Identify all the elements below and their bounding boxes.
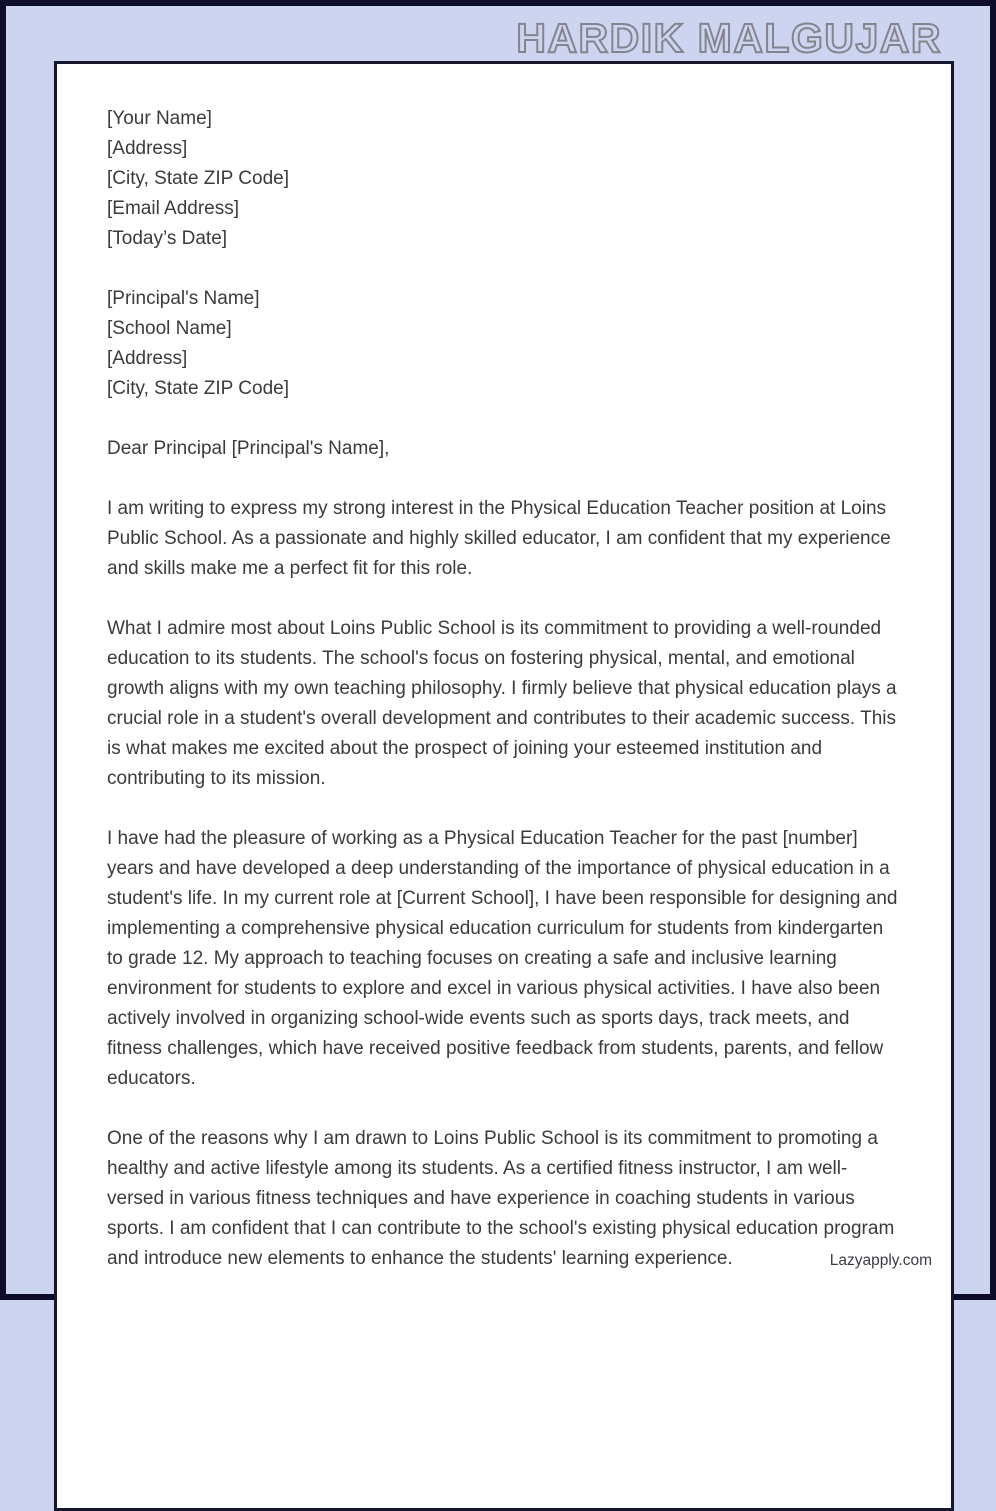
sender-email-line: [Email Address] — [107, 198, 239, 219]
recipient-address-block — [107, 284, 901, 404]
letter-paragraph-intro: I am writing to express my strong interest in the Physical Education Teacher position at Loins Public School. As a passionate and highly skilled educator, I am confident that my experience and skills make me a perfect fit for this role. — [107, 498, 891, 579]
sender-city-line: [City, State ZIP Code] — [107, 168, 289, 189]
sender-address-line: [Address] — [107, 138, 188, 159]
letter-paragraph-admire: What I admire most about Loins Public School is its commitment to providing a well-rounded education to its students. The school's focus on fostering physical, mental, and emotional growth aligns with my own teaching philosophy. I firmly believe that physical education plays a crucial role in a student's overall development and contributes to their academic success. This is what makes me excited about the prospect of joining your esteemed institution and contributing to its mission. — [107, 618, 897, 789]
recipient-school-line: [School Name] — [107, 318, 232, 339]
watermark: Lazyapply.com — [829, 1252, 932, 1269]
recipient-address-line: [Address] — [107, 348, 188, 369]
sender-name-line: [Your Name] — [107, 108, 212, 129]
sender-date-line: [Today’s Date] — [107, 228, 228, 249]
letter-paragraph-experience: I have had the pleasure of working as a Physical Education Teacher for the past [number] years and have developed a deep understanding of the importance of physical education in a student's life. In my current role at [Current School], I have been responsible for designing and implementing a comprehensive physical education curriculum for students from kindergarten to grade 12. My approach to teaching focuses on creating a safe and inclusive learning environment for students to explore and excel in various physical activities. I have also been actively involved in organizing school-wide events such as sports days, track meets, and fitness challenges, which have received positive feedback from students, parents, and fellow educators. — [107, 828, 898, 1089]
cover-letter-document — [54, 61, 954, 1511]
salutation: Dear Principal [Principal's Name], — [107, 438, 390, 459]
page-title: HARDIK MALGUJAR — [516, 15, 942, 61]
recipient-city-line: [City, State ZIP Code] — [107, 378, 289, 399]
letter-paragraph-reasons: One of the reasons why I am drawn to Loins Public School is its commitment to promoting a healthy and active lifestyle among its students. As a certified fitness instructor, I am well-versed in various fitness techniques and have experience in coaching students in various sports. I am confident that I can contribute to the school's existing physical education program and introduce new elements to enhance the students' learning experience. — [107, 1128, 895, 1269]
sender-address-block — [107, 104, 901, 254]
recipient-name-line: [Principal's Name] — [107, 288, 260, 309]
